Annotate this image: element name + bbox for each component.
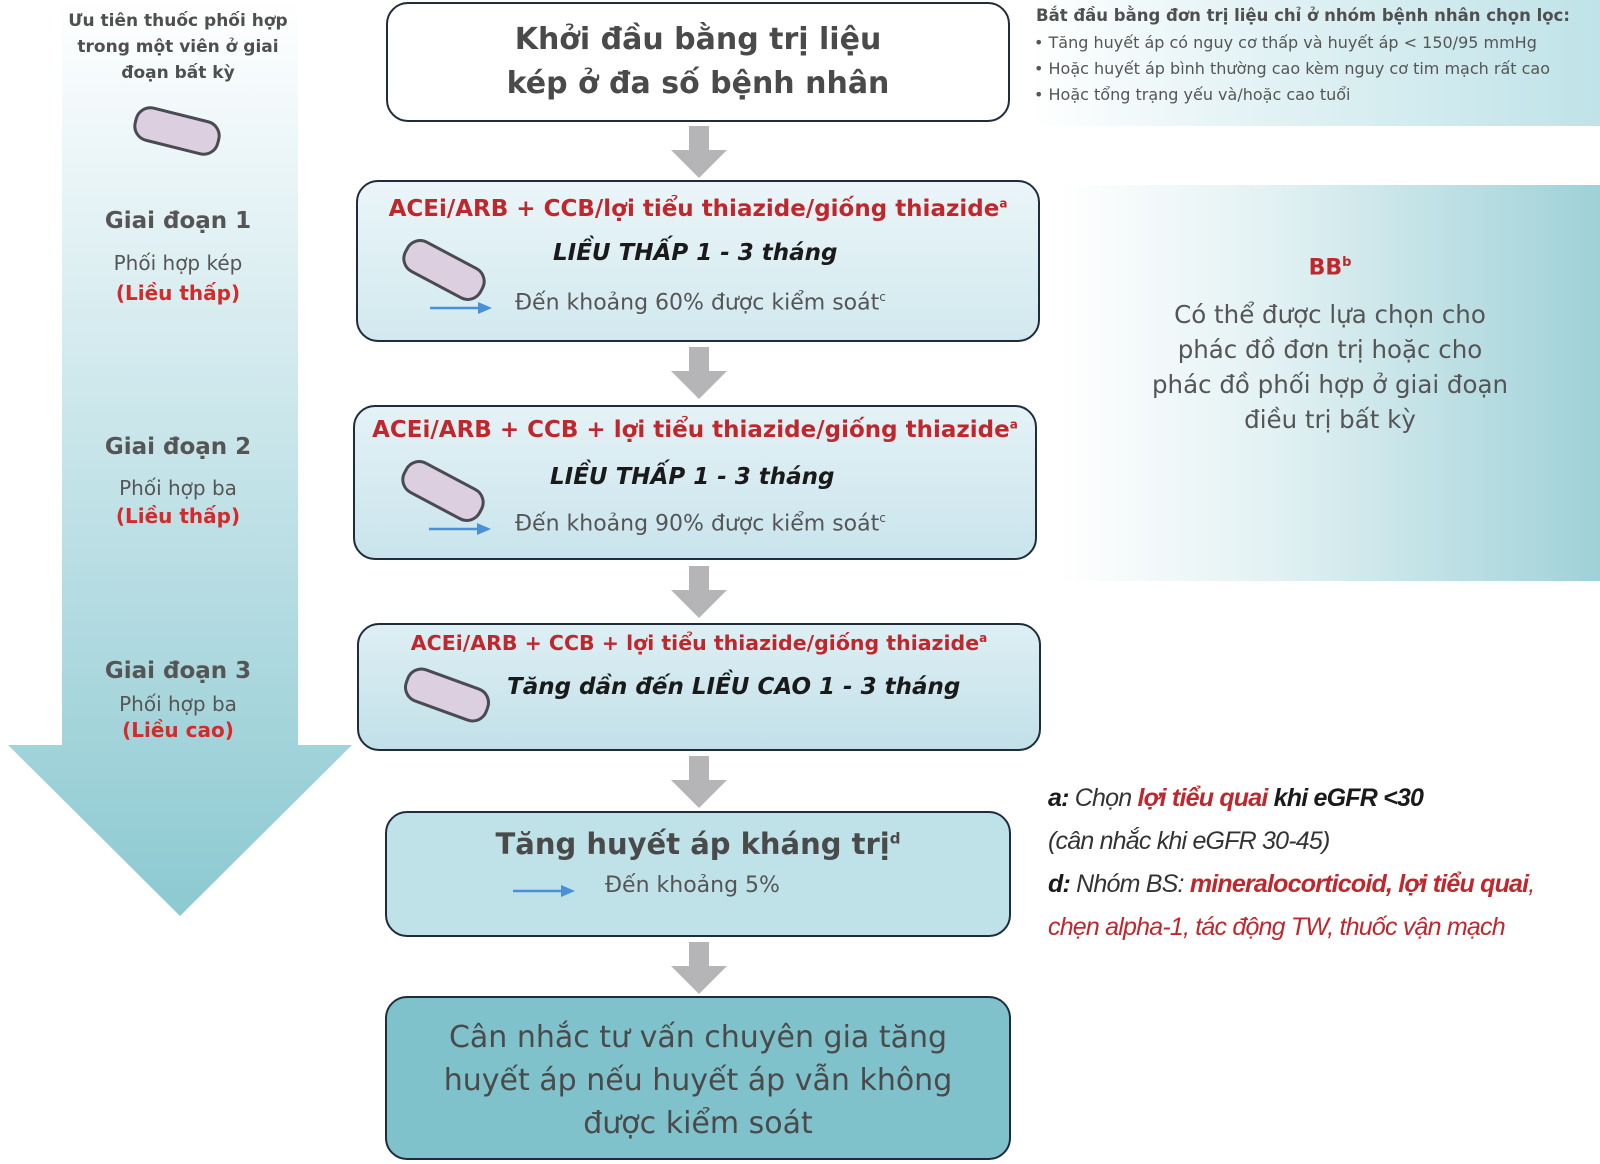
stage3-dose: (Liều cao): [122, 718, 234, 742]
stage1-dose: (Liều thấp): [115, 281, 241, 305]
pill-icon: [396, 454, 491, 527]
down-arrow-icon: [671, 942, 727, 994]
stage2-drugs: ACEi/ARB + CCB + lợi tiểu thiazide/giống thiazide$^a$: [372, 417, 1018, 443]
stage1-control-rate: Đến khoảng 60% được kiểm soát$^c$: [515, 290, 886, 316]
stage1-dose-duration: LIỀU THẤP 1 - 3 tháng: [553, 240, 838, 266]
resistant-control-rate: Đến khoảng 5%: [605, 873, 780, 898]
down-arrow-icon: [671, 756, 727, 808]
stage3-title: Giai đoạn 3: [104, 658, 252, 684]
start-dual-therapy-box: [386, 2, 1010, 122]
bb-title: $BB^b$: [1308, 255, 1352, 281]
down-arrow-icon: [671, 566, 727, 618]
start-line-1: Khởi đầu bằng trị liệu: [514, 22, 882, 57]
stage1-drugs: ACEi/ARB + CCB/lợi tiểu thiazide/giống thiazide$^a$: [388, 196, 1008, 222]
arrow-right-icon: [429, 522, 491, 536]
single-pill-preference-text: Ưu tiên thuốc phối hợp trong một viên ở giai đoạn bất kỳ: [68, 11, 288, 83]
consult-line-3: được kiểm soát: [583, 1106, 813, 1141]
stage1-title: Giai đoạn 1: [104, 208, 252, 234]
monotherapy-title: Bắt đầu bằng đơn trị liệu chỉ ở nhóm bệnh nhân chọn lọc:: [1036, 6, 1570, 25]
consult-text: [387, 1016, 1009, 1145]
stage3-subtitle: Phối hợp ba: [119, 692, 237, 716]
footnote-a-line2: (cân nhắc khi eGFR 30-45): [1048, 827, 1330, 855]
down-arrow-icon: [671, 126, 727, 178]
start-box-text: [388, 18, 1008, 106]
stage2-title: Giai đoạn 2: [104, 434, 252, 460]
stage1-box: [356, 180, 1040, 342]
arrow-right-icon: [430, 301, 492, 315]
monotherapy-item: • Hoặc tổng trạng yếu và/hoặc cao tuổi: [1034, 85, 1351, 104]
resistant-hypertension-box: [385, 811, 1011, 937]
stage1-subtitle: Phối hợp kép: [113, 251, 243, 275]
monotherapy-panel: [1030, 0, 1600, 126]
monotherapy-item: • Hoặc huyết áp bình thường cao kèm nguy cơ tim mạch rất cao: [1034, 59, 1551, 78]
footnote-a: a: Chọn lợi tiểu quai khi eGFR <30: [1048, 784, 1424, 812]
stage2-control-rate: Đến khoảng 90% được kiểm soát$^c$: [515, 511, 886, 537]
start-line-2: kép ở đa số bệnh nhân: [506, 66, 890, 101]
down-arrow-icon: [671, 347, 727, 399]
arrow-right-icon: [513, 884, 575, 898]
stage3-dose-duration: Tăng dần đến LIỀU CAO 1 - 3 tháng: [507, 674, 961, 700]
beta-blocker-panel: [1060, 185, 1600, 581]
resistant-title: Tăng huyết áp kháng trị$^d$: [495, 827, 901, 861]
stage2-box: [353, 405, 1037, 560]
stage2-dose: (Liều thấp): [115, 504, 241, 528]
pill-icon: [399, 663, 494, 727]
stage2-subtitle: Phối hợp ba: [119, 476, 237, 500]
monotherapy-item: • Tăng huyết áp có nguy cơ thấp và huyết áp < 150/95 mmHg: [1034, 33, 1537, 52]
footnote-d: d: Nhóm BS: mineralocorticoid, lợi tiểu quai,: [1048, 870, 1535, 898]
consult-line-1: Cân nhắc tư vấn chuyên gia tăng: [448, 1020, 948, 1055]
pill-icon: [397, 233, 492, 306]
consult-line-2: huyết áp nếu huyết áp vẫn không: [443, 1063, 953, 1098]
stage2-dose-duration: LIỀU THẤP 1 - 3 tháng: [550, 464, 835, 490]
stage3-drugs: ACEi/ARB + CCB + lợi tiểu thiazide/giống thiazide$^a$: [410, 631, 988, 655]
bb-description: Có thể được lựa chọn cho phác đồ đơn trị hoặc cho phác đồ phối hợp ở giai đoạn điều trị bất kỳ: [1151, 300, 1509, 434]
stage3-box: [357, 623, 1041, 751]
footnote-d-line2: chẹn alpha-1, tác động TW, thuốc vận mạch: [1048, 913, 1505, 941]
specialist-consult-box: [385, 996, 1011, 1160]
